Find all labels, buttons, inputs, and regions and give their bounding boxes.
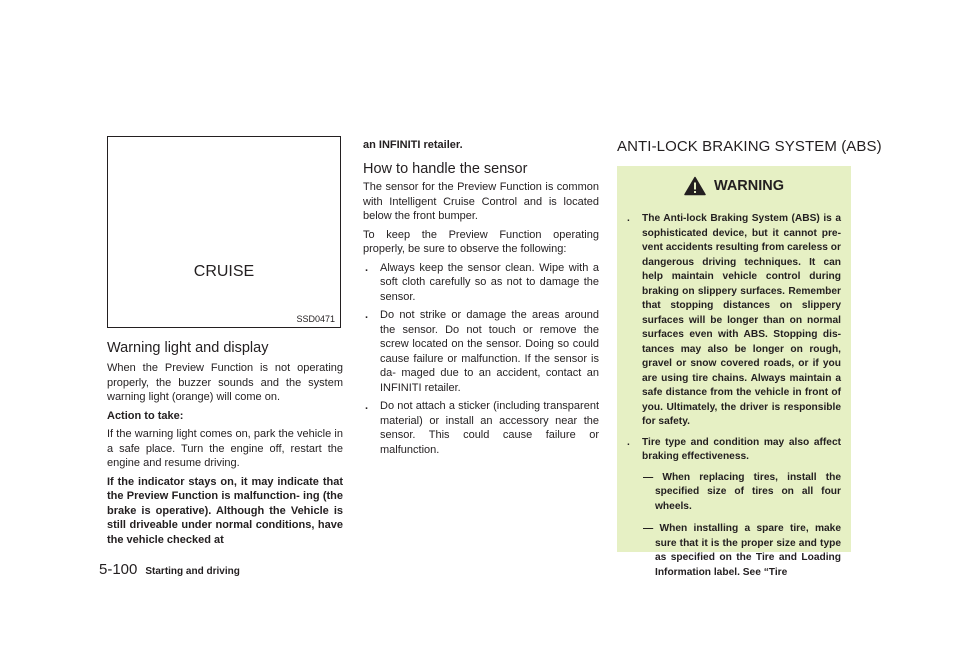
paragraph: To keep the Preview Function operating properly, be sure to observe the following:: [363, 228, 599, 255]
action-label: Action to take:: [107, 409, 184, 422]
warning-list-item: . Tire type and condition may also affect braking effectiveness.: [627, 436, 841, 462]
paragraph-bold: If the indicator stays on, it may indicate that the Preview Function is malfunction- ing (the brake is operative). Although the Vehicle is still driveable under normal conditions, have the vehicle checked at: [107, 475, 343, 546]
heading-warning-light: Warning light and display: [107, 340, 269, 356]
figure-code: SSD0471: [296, 314, 335, 324]
paragraph: When the Preview Function is not operating properly, the buzzer sounds and the system warning light (orange) will come on.: [107, 362, 343, 403]
warning-triangle-icon: [684, 176, 706, 196]
section-title: Starting and driving: [145, 566, 240, 577]
heading-handle-sensor: How to handle the sensor: [363, 161, 528, 177]
page-footer: [99, 561, 240, 579]
page-number: 5-100: [99, 561, 138, 578]
warning-box: [617, 166, 851, 578]
col1-body: [107, 361, 343, 551]
continuation-text: an INFINITI retailer.: [363, 139, 463, 151]
warning-sub-item: — When installing a spare tire, make sure that it is the proper size and type as specified on the Tire and Loading Information label. See “Tire: [643, 523, 841, 578]
paragraph: The sensor for the Preview Function is common with Intelligent Cruise Control and is located below the front bumper.: [363, 181, 599, 222]
paragraph: If the warning light comes on, park the vehicle in a safe place. Turn the engine off, restart the engine and resume driving.: [107, 428, 343, 469]
list-item: . Do not strike or damage the areas around the sensor. Do not touch or remove the screw located on the sensor. Doing so could cause failure or malfunction. If the sensor is da- maged due to an accident, contact an INFINITI retailer.: [365, 309, 599, 394]
warning-title: WARNING: [713, 178, 785, 194]
warning-header: [627, 176, 841, 196]
cruise-indicator-figure: [107, 136, 341, 328]
warning-list-item: . The Anti-lock Braking System (ABS) is a sophisticated device, but it cannot pre- vent accidents resulting from careless or dangerous driving techniques. It can help maintain vehicle control during braking on slippery surfaces. Remember that stopping distances on slippery surfaces will be longer than on normal surfaces even with ABS. Stopping dis- tances may also be longer on rough, gravel or snow covered roads, or if you are using tire chains. Always maintain a safe distance from the vehicle in front of you. Ultimately, the driver is responsible for safety.: [627, 213, 841, 427]
heading-abs: ANTI-LOCK BRAKING SYSTEM (ABS): [617, 138, 882, 155]
warning-sub-item: — When replacing tires, install the specified size of tires on all four wheels.: [643, 471, 841, 512]
col2-body: [363, 180, 599, 461]
figure-label: CRUISE: [193, 263, 255, 280]
list-item: . Do not attach a sticker (including transparent material) or install an accessory near the sensor. This could cause failure or malfunction.: [365, 400, 599, 456]
list-item: . Always keep the sensor clean. Wipe with a soft cloth carefully so as not to damage the sensor.: [365, 261, 599, 303]
